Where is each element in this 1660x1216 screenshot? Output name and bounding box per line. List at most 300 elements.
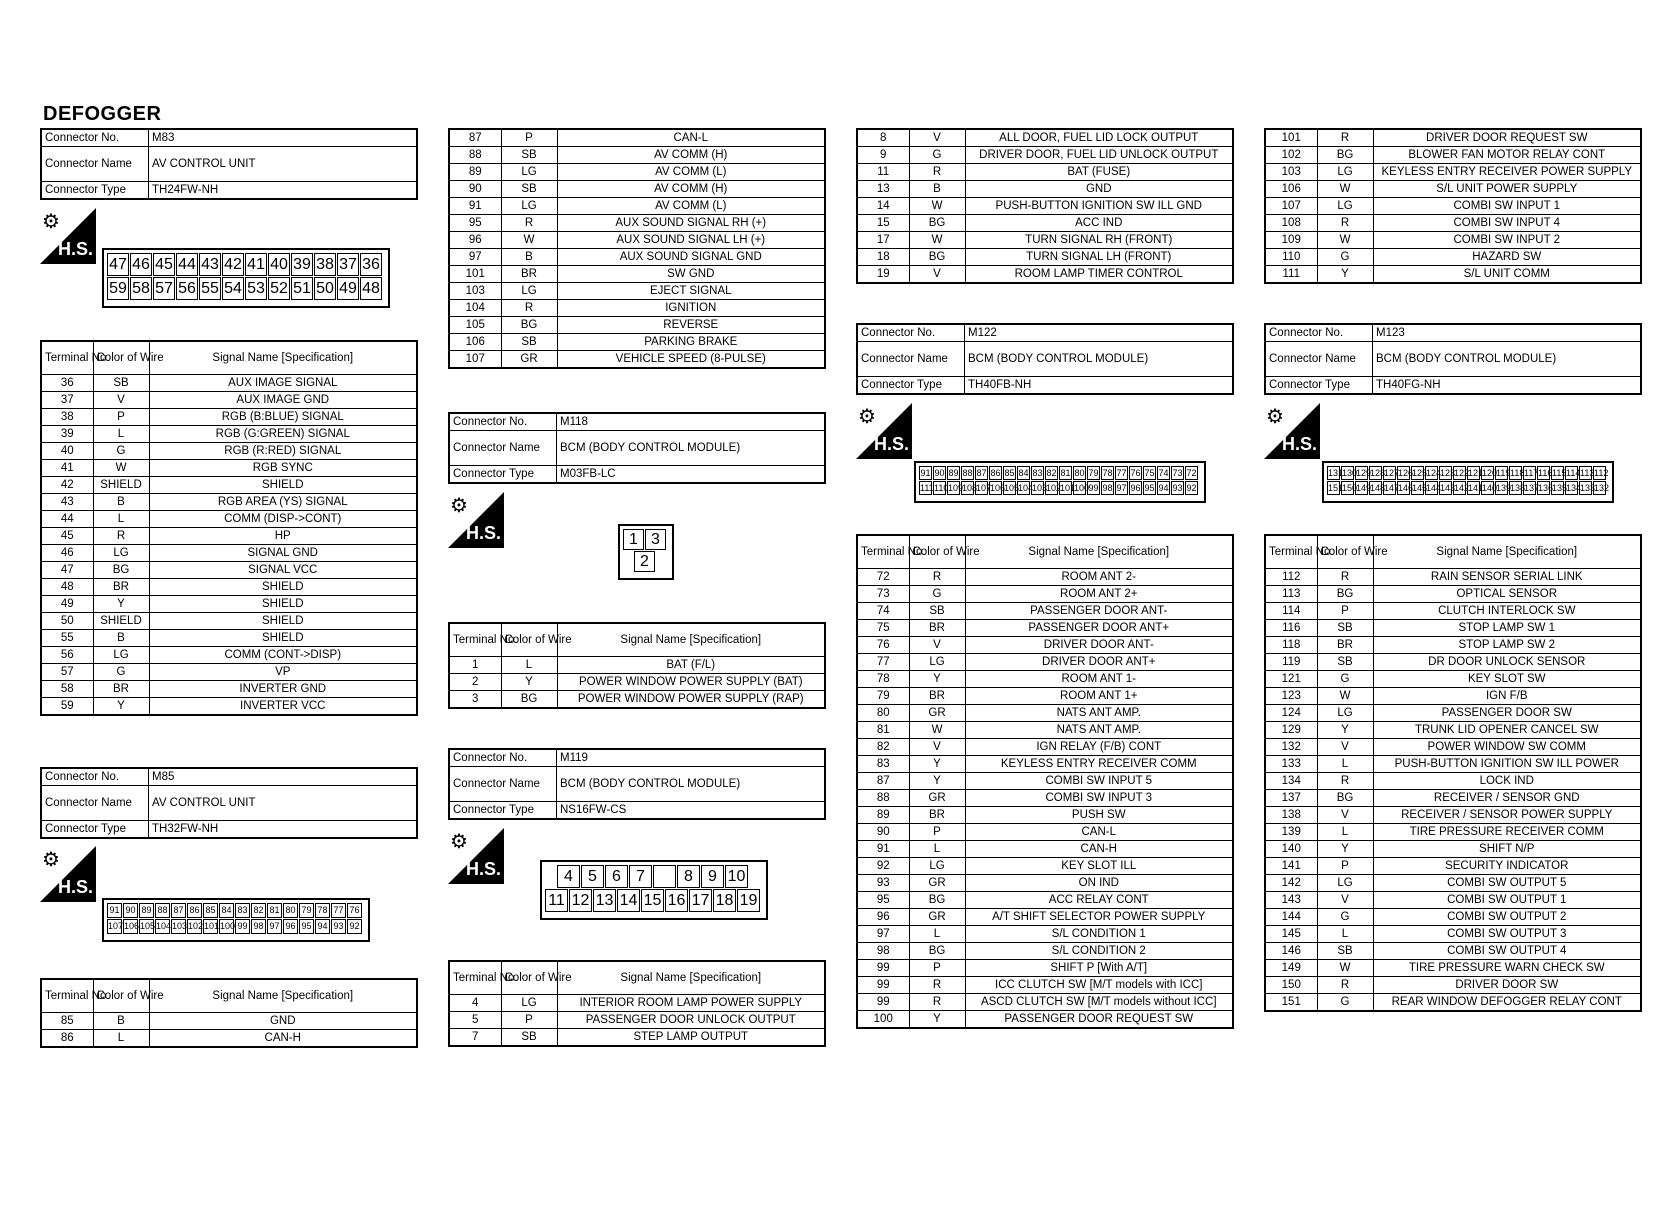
terminal-no: 75 <box>857 620 909 637</box>
terminal-no: 113 <box>1265 586 1317 603</box>
pin-cell: 112 <box>1594 468 1609 478</box>
terminal-no: 98 <box>857 943 909 960</box>
wire-color: SB <box>501 1029 557 1047</box>
table-row <box>857 909 1233 926</box>
terminal-no: 78 <box>857 671 909 688</box>
signal-name: INTERIOR ROOM LAMP POWER SUPPLY <box>557 995 825 1012</box>
wire-color: BR <box>909 807 965 824</box>
pin-cell: 76 <box>1130 468 1141 478</box>
pin-cell: 124 <box>1426 468 1442 478</box>
hs-badge: ⚙ H.S. <box>40 846 96 902</box>
wire-color: LG <box>1317 164 1373 181</box>
table-row <box>41 511 417 528</box>
signal-name: VP <box>149 664 417 681</box>
pin-cell: 92 <box>1186 483 1197 493</box>
wire-color: W <box>1317 232 1373 249</box>
terminal-table <box>448 128 826 369</box>
pin-cell: 141 <box>1468 483 1484 493</box>
table-row <box>41 392 417 409</box>
terminal-no: 17 <box>857 232 909 249</box>
table-row <box>857 620 1233 637</box>
terminal-no: 48 <box>41 579 93 596</box>
pin-cell: 121 <box>1468 468 1484 478</box>
pin-cell: 82 <box>1046 468 1057 478</box>
pin-cell: 8 <box>677 865 700 888</box>
signal-name: POWER WINDOW SW COMM <box>1373 739 1641 756</box>
table-row <box>449 657 825 674</box>
harness-icon: ⚙ <box>1266 406 1284 428</box>
wire-color: R <box>501 300 557 317</box>
table-row <box>449 317 825 334</box>
signal-name: PUSH SW <box>965 807 1233 824</box>
wire-color: W <box>1317 181 1373 198</box>
wire-color: G <box>909 586 965 603</box>
table-header <box>41 341 417 375</box>
info-value: TH40FB-NH <box>965 377 1234 395</box>
pin-cell: 57 <box>153 277 175 300</box>
terminal-no: 140 <box>1265 841 1317 858</box>
table-row <box>1265 249 1641 266</box>
wire-color: BG <box>93 562 149 579</box>
wire-color: LG <box>1317 875 1373 892</box>
pin-cell: 80 <box>1074 468 1085 478</box>
pin-cell: 38 <box>314 253 336 276</box>
wire-color: BG <box>501 317 557 334</box>
signal-name: TIRE PRESSURE RECEIVER COMM <box>1373 824 1641 841</box>
terminal-no: 89 <box>449 164 501 181</box>
wire-color: R <box>909 164 965 181</box>
wire-color: Y <box>1317 841 1373 858</box>
pin-cell: 135 <box>1552 483 1568 493</box>
terminal-no: 105 <box>449 317 501 334</box>
terminal-no: 40 <box>41 443 93 460</box>
harness-icon: ⚙ <box>450 831 468 853</box>
harness-icon: ⚙ <box>42 211 60 233</box>
pin-cell: 148 <box>1370 483 1386 493</box>
m118-info-row <box>449 413 825 431</box>
table-row <box>857 756 1233 773</box>
table-row <box>857 722 1233 739</box>
table-row <box>449 232 825 249</box>
pin-cell: 137 <box>1524 483 1540 493</box>
table-row <box>449 674 825 691</box>
signal-name: ROOM ANT 2- <box>965 569 1233 586</box>
pin-cell: 39 <box>291 253 313 276</box>
pin-cell: 132 <box>1594 483 1610 493</box>
table-row <box>41 477 417 494</box>
wire-color: R <box>1317 569 1373 586</box>
terminal-no: 7 <box>449 1029 501 1047</box>
wire-color: SB <box>93 375 149 392</box>
col-1 <box>40 128 418 200</box>
wire-color: P <box>909 960 965 977</box>
table-row <box>1265 637 1641 654</box>
terminal-no: 19 <box>857 266 909 284</box>
wire-color: Y <box>1317 266 1373 284</box>
signal-name: DR DOOR UNLOCK SENSOR <box>1373 654 1641 671</box>
pin-cell: 126 <box>1398 468 1414 478</box>
signal-name: COMBI SW INPUT 5 <box>965 773 1233 790</box>
signal-name: PASSENGER DOOR ANT+ <box>965 620 1233 637</box>
wire-color: W <box>1317 688 1373 705</box>
signal-name: ROOM LAMP TIMER CONTROL <box>965 266 1233 284</box>
table-row <box>1265 773 1641 790</box>
pin-cell: 103 <box>171 919 186 934</box>
pin-cell: 100 <box>1074 483 1090 493</box>
terminal-no: 11 <box>857 164 909 181</box>
table-row <box>1265 756 1641 773</box>
terminal-no: 112 <box>1265 569 1317 586</box>
pin-cell: 98 <box>251 919 266 934</box>
terminal-no: 102 <box>1265 147 1317 164</box>
harness-icon: ⚙ <box>42 849 60 871</box>
table-row <box>41 494 417 511</box>
table-row <box>41 579 417 596</box>
wire-color: BG <box>501 691 557 709</box>
wire-color: G <box>1317 994 1373 1012</box>
signal-name: TURN SIGNAL RH (FRONT) <box>965 232 1233 249</box>
terminal-no: 100 <box>857 1011 909 1029</box>
info-value: TH32FW-NH <box>149 821 418 839</box>
signal-name: AV COMM (H) <box>557 181 825 198</box>
wire-color: G <box>1317 671 1373 688</box>
signal-name: GND <box>965 181 1233 198</box>
wire-color: V <box>93 392 149 409</box>
signal-name: ROOM ANT 2+ <box>965 586 1233 603</box>
table-row <box>1265 620 1641 637</box>
table-row <box>857 164 1233 181</box>
signal-name: SIGNAL VCC <box>149 562 417 579</box>
terminal-no: 2 <box>449 674 501 691</box>
header-signal-name: Signal Name [Specification] <box>149 341 417 375</box>
wire-color: W <box>93 460 149 477</box>
table-row <box>449 164 825 181</box>
wire-color: B <box>93 494 149 511</box>
m85-connector-diagram <box>40 846 418 946</box>
pin-cell: 77 <box>331 903 346 918</box>
pin-cell: 145 <box>1412 483 1428 493</box>
terminal-table <box>448 622 826 709</box>
pin-cell: 76 <box>347 903 362 918</box>
info-value: AV CONTROL UNIT <box>149 786 418 821</box>
terminal-no: 5 <box>449 1012 501 1029</box>
wire-color: Y <box>909 671 965 688</box>
signal-name: AUX SOUND SIGNAL RH (+) <box>557 215 825 232</box>
table-row <box>857 790 1233 807</box>
table-row <box>1265 977 1641 994</box>
table-header <box>41 979 417 1013</box>
header-color-of-wire: Color of Wire <box>93 979 149 1013</box>
header-terminal-no: Terminal No. <box>449 623 501 657</box>
pin-cell: 49 <box>337 277 359 300</box>
table-row <box>41 562 417 579</box>
terminal-no: 121 <box>1265 671 1317 688</box>
terminal-table <box>40 978 418 1048</box>
terminal-no: 74 <box>857 603 909 620</box>
signal-name: COMBI SW OUTPUT 1 <box>1373 892 1641 909</box>
table-row <box>41 596 417 613</box>
table-row <box>1265 858 1641 875</box>
wire-color: BR <box>1317 637 1373 654</box>
pin-cell: 151 <box>1328 483 1344 493</box>
header-signal-name: Signal Name [Specification] <box>965 535 1233 569</box>
signal-name: RECEIVER / SENSOR POWER SUPPLY <box>1373 807 1641 824</box>
terminal-no: 124 <box>1265 705 1317 722</box>
signal-name: DRIVER DOOR SW <box>1373 977 1641 994</box>
terminal-no: 141 <box>1265 858 1317 875</box>
terminal-no: 37 <box>41 392 93 409</box>
pin-cell: 17 <box>689 889 712 912</box>
terminal-no: 87 <box>449 129 501 147</box>
wire-color: GR <box>909 875 965 892</box>
table-row <box>1265 739 1641 756</box>
info-label: Connector Type <box>449 802 557 820</box>
m122-connector-diagram <box>856 403 1234 503</box>
pin-cell: 40 <box>268 253 290 276</box>
wire-color: R <box>1317 129 1373 147</box>
table-row <box>857 994 1233 1011</box>
terminal-no: 142 <box>1265 875 1317 892</box>
info-value: BCM (BODY CONTROL MODULE) <box>557 431 826 466</box>
table-row <box>857 671 1233 688</box>
info-label: Connector No. <box>857 324 965 342</box>
table-row <box>41 681 417 698</box>
terminal-no: 83 <box>857 756 909 773</box>
header-terminal-no: Terminal No. <box>449 961 501 995</box>
table-row <box>857 773 1233 790</box>
terminal-no: 42 <box>41 477 93 494</box>
terminal-no: 18 <box>857 249 909 266</box>
signal-name: SECURITY INDICATOR <box>1373 858 1641 875</box>
wire-color: L <box>93 426 149 443</box>
harness-icon: ⚙ <box>858 406 876 428</box>
pin-cell: 84 <box>1018 468 1029 478</box>
signal-name: ASCD CLUTCH SW [M/T models without ICC] <box>965 994 1233 1011</box>
signal-name: S/L CONDITION 1 <box>965 926 1233 943</box>
terminal-no: 143 <box>1265 892 1317 909</box>
pin-cell: 80 <box>283 903 298 918</box>
table-row <box>1265 266 1641 284</box>
m119-info-row <box>449 802 825 820</box>
terminal-no: 46 <box>41 545 93 562</box>
pin-cell: 106 <box>123 919 138 934</box>
table-row <box>41 426 417 443</box>
pin-cell: 99 <box>235 919 250 934</box>
signal-name: AV COMM (L) <box>557 164 825 181</box>
terminal-no: 118 <box>1265 637 1317 654</box>
signal-name: KEYLESS ENTRY RECEIVER POWER SUPPLY <box>1373 164 1641 181</box>
pin-cell: 111 <box>920 483 934 493</box>
wire-color: BR <box>93 579 149 596</box>
wire-color: BR <box>93 681 149 698</box>
pin-cell: 85 <box>1004 468 1015 478</box>
signal-name: ROOM ANT 1+ <box>965 688 1233 705</box>
wire-color: GR <box>909 909 965 926</box>
pin-cell: 104 <box>155 919 170 934</box>
table-row <box>857 977 1233 994</box>
signal-name: LOCK IND <box>1373 773 1641 790</box>
wire-color: G <box>1317 909 1373 926</box>
m83-info-row <box>41 182 417 200</box>
table-row <box>1265 994 1641 1012</box>
terminal-no: 103 <box>1265 164 1317 181</box>
signal-name: BAT (F/L) <box>557 657 825 674</box>
wire-color: Y <box>909 1011 965 1029</box>
header-terminal-no: Terminal No. <box>857 535 909 569</box>
pin-cell: 81 <box>1060 468 1071 478</box>
wire-color: BG <box>1317 586 1373 603</box>
pin-cell: 13 <box>593 889 616 912</box>
signal-name: SHIFT N/P <box>1373 841 1641 858</box>
info-value: BCM (BODY CONTROL MODULE) <box>1373 342 1642 377</box>
pin-cell: 97 <box>267 919 282 934</box>
hs-badge: ⚙ H.S. <box>856 403 912 459</box>
signal-name: PARKING BRAKE <box>557 334 825 351</box>
m118-info-table <box>448 412 826 484</box>
wire-color: P <box>1317 603 1373 620</box>
terminal-no: 72 <box>857 569 909 586</box>
wire-color: LG <box>1317 705 1373 722</box>
pin-cell: 142 <box>1454 483 1470 493</box>
wire-color: LG <box>501 995 557 1012</box>
wire-color: SB <box>909 603 965 620</box>
header-signal-name: Signal Name [Specification] <box>557 623 825 657</box>
wire-color: LG <box>1317 198 1373 215</box>
table-row <box>1265 875 1641 892</box>
info-label: Connector Name <box>1265 342 1373 377</box>
terminal-no: 50 <box>41 613 93 630</box>
table-row <box>449 351 825 369</box>
terminal-no: 97 <box>449 249 501 266</box>
m83-info-row <box>41 129 417 147</box>
signal-name: A/T SHIFT SELECTOR POWER SUPPLY <box>965 909 1233 926</box>
pin-cell: 10 <box>725 865 748 888</box>
table-row <box>857 147 1233 164</box>
terminal-no: 106 <box>1265 181 1317 198</box>
table-row <box>1265 181 1641 198</box>
wire-color: L <box>909 926 965 943</box>
signal-name: DRIVER DOOR REQUEST SW <box>1373 129 1641 147</box>
signal-name: STOP LAMP SW 1 <box>1373 620 1641 637</box>
info-value: TH24FW-NH <box>149 182 418 200</box>
wire-color: Y <box>93 698 149 716</box>
table-header <box>857 535 1233 569</box>
terminal-no: 79 <box>857 688 909 705</box>
table-row <box>857 875 1233 892</box>
terminal-no: 104 <box>449 300 501 317</box>
terminal-no: 89 <box>857 807 909 824</box>
info-value: M83 <box>149 129 418 147</box>
wire-color: W <box>1317 960 1373 977</box>
wire-color: LG <box>93 647 149 664</box>
pin-cell: 36 <box>360 253 382 276</box>
pin-cell: 72 <box>1186 468 1197 478</box>
pin-cell: 106 <box>990 483 1006 493</box>
pin-cell: 52 <box>268 277 290 300</box>
pin-cell: 129 <box>1356 468 1372 478</box>
signal-name: DRIVER DOOR, FUEL LID UNLOCK OUTPUT <box>965 147 1233 164</box>
pin-cell: 101 <box>1060 483 1076 493</box>
wire-color: BG <box>909 249 965 266</box>
info-value: BCM (BODY CONTROL MODULE) <box>557 767 826 802</box>
terminal-no: 129 <box>1265 722 1317 739</box>
terminal-no: 38 <box>41 409 93 426</box>
table-row <box>1265 722 1641 739</box>
pin-cell: 11 <box>545 889 568 912</box>
table-row <box>857 892 1233 909</box>
wire-color: L <box>1317 824 1373 841</box>
pin-cell: 139 <box>1496 483 1512 493</box>
info-value: M03FB-LC <box>557 466 826 484</box>
pin-cell: 146 <box>1398 483 1414 493</box>
pin-cell: 147 <box>1384 483 1400 493</box>
m119-info-row <box>449 749 825 767</box>
signal-name: NATS ANT AMP. <box>965 705 1233 722</box>
pin-cell: 88 <box>155 903 170 918</box>
wire-color: V <box>909 739 965 756</box>
m122-info-row <box>857 342 1233 377</box>
terminal-no: 149 <box>1265 960 1317 977</box>
info-label: Connector Name <box>41 147 149 182</box>
m85-info-row <box>41 768 417 786</box>
terminal-no: 151 <box>1265 994 1317 1012</box>
pin-cell: 122 <box>1454 468 1470 478</box>
signal-name: HP <box>149 528 417 545</box>
table-row <box>449 300 825 317</box>
signal-name: AUX SOUND SIGNAL GND <box>557 249 825 266</box>
signal-name: RGB SYNC <box>149 460 417 477</box>
terminal-no: 92 <box>857 858 909 875</box>
signal-name: CAN-H <box>149 1030 417 1048</box>
terminal-no: 44 <box>41 511 93 528</box>
signal-name: AUX SOUND SIGNAL LH (+) <box>557 232 825 249</box>
table-row <box>857 688 1233 705</box>
header-terminal-no: Terminal No. <box>41 979 93 1013</box>
pin-cell: 140 <box>1482 483 1498 493</box>
terminal-no: 56 <box>41 647 93 664</box>
wire-color: LG <box>501 164 557 181</box>
table-row <box>1265 841 1641 858</box>
info-label: Connector Type <box>449 466 557 484</box>
table-row <box>857 603 1233 620</box>
pin-cell: 123 <box>1440 468 1456 478</box>
table-row <box>857 198 1233 215</box>
terminal-no: 86 <box>41 1030 93 1048</box>
table-row <box>857 586 1233 603</box>
signal-name: ACC IND <box>965 215 1233 232</box>
pin-cell: 98 <box>1102 483 1113 493</box>
pin-cell: 79 <box>299 903 314 918</box>
terminal-no: 91 <box>857 841 909 858</box>
header-signal-name: Signal Name [Specification] <box>1373 535 1641 569</box>
signal-name: COMBI SW OUTPUT 3 <box>1373 926 1641 943</box>
terminal-no: 13 <box>857 181 909 198</box>
signal-name: REVERSE <box>557 317 825 334</box>
terminal-no: 144 <box>1265 909 1317 926</box>
table-row <box>857 807 1233 824</box>
table-header <box>449 623 825 657</box>
wire-color: P <box>501 129 557 147</box>
pin-cell: 18 <box>713 889 736 912</box>
m119-info-table <box>448 748 826 820</box>
table-row <box>857 705 1233 722</box>
pin-cell: 143 <box>1440 483 1456 493</box>
pin-cell: 89 <box>139 903 154 918</box>
terminal-no: 76 <box>857 637 909 654</box>
pin-cell: 74 <box>1158 468 1169 478</box>
m83-connector-diagram <box>40 208 418 318</box>
signal-name: SW GND <box>557 266 825 283</box>
